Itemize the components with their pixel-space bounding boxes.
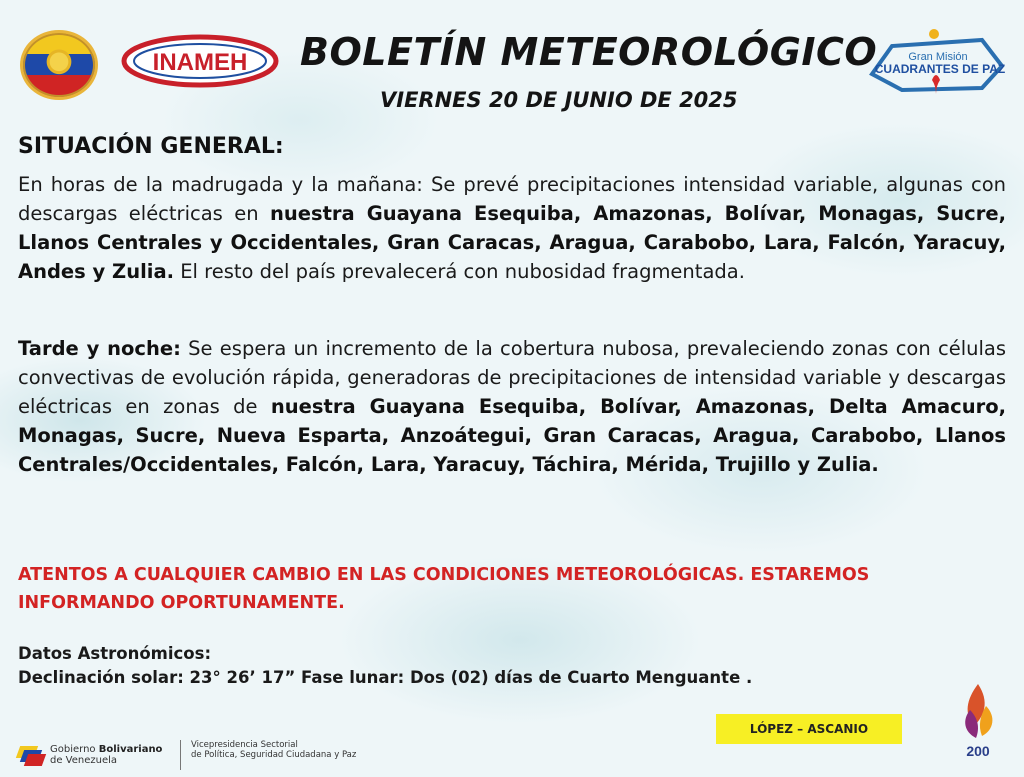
p2-text-1: Se espera un incremento de la cobertura nubosa, prevaleciendo zonas con células convectivas de evolución rápida, generadoras de precipitaciones de intensidad variable y descargas eléctricas en zonas de: [18, 337, 1007, 418]
signoff-label: LÓPEZ – ASCANIO: [716, 714, 902, 744]
section-heading: SITUACIÓN GENERAL:: [18, 134, 284, 159]
bicentenario-text: 200: [966, 743, 990, 759]
gobierno-bolivariano-logo: [16, 740, 162, 770]
page-title: BOLETÍN METEOROLÓGICO: [300, 30, 878, 74]
inameh-logo: [120, 33, 280, 89]
astro-heading: Datos Astronómicos:: [18, 644, 212, 663]
alert-notice: ATENTOS A CUALQUIER CAMBIO EN LAS CONDICIONES METEOROLÓGICAS. ESTAREMOS INFORMANDO OPORTUNAMENTE.: [18, 565, 870, 613]
astro-data-line: Declinación solar: 23° 26’ 17” Fase lunar: Dos (02) días de Cuarto Menguante .: [18, 668, 753, 687]
venezuela-seal-logo: [20, 30, 98, 100]
p2-regions-bold: nuestra Guayana Esequiba, Bolívar, Amazonas, Delta Amacuro, Monagas, Sucre, Nueva Esparta, Anzoátegui, Gran Caracas, Aragua, Carabobo, Llanos Centrales/Occidentales, Falcón, Lara, Yaracuy, Táchira, Mérida, Trujillo y Zulia.: [18, 395, 1007, 476]
vicepresidencia-label: [180, 740, 356, 770]
cuadrantes-line1: Gran Misión: [908, 51, 968, 63]
p1-text-2: El resto del país prevalecerá con nubosidad fragmentada.: [174, 260, 745, 283]
p1-text-1: En horas de la madrugada y la mañana: Se prevé precipitaciones intensidad variable, algunas con descargas eléctricas en: [18, 173, 1006, 225]
bicentenario-logo: [956, 680, 1000, 770]
p2-label-bold: Tarde y noche:: [18, 337, 181, 360]
vp-line1: Vicepresidencia Sectorial: [191, 740, 298, 750]
gob-line1-b: Bolivariano: [98, 744, 163, 755]
paragraph-tarde-noche: [18, 334, 1006, 479]
gob-line2: de Venezuela: [50, 755, 118, 766]
inameh-logo-text: INAMEH: [152, 49, 248, 76]
venezuela-flag-icon: [16, 746, 44, 764]
cuadrantes-de-paz-logo: [862, 26, 1012, 102]
p1-regions-bold: nuestra Guayana Esequiba, Amazonas, Bolívar, Monagas, Sucre, Llanos Centrales y Occidentales, Gran Caracas, Aragua, Carabobo, Lara, Falcón, Yaracuy, Andes y Zulia.: [18, 202, 1006, 283]
gob-line1-a: Gobierno: [50, 744, 99, 755]
bulletin-date: VIERNES 20 DE JUNIO DE 2025: [380, 88, 738, 112]
paragraph-madrugada: [18, 170, 1006, 286]
cuadrantes-line2: CUADRANTES DE PAZ: [874, 62, 1006, 76]
vp-line2: de Política, Seguridad Ciudadana y Paz: [191, 750, 357, 760]
